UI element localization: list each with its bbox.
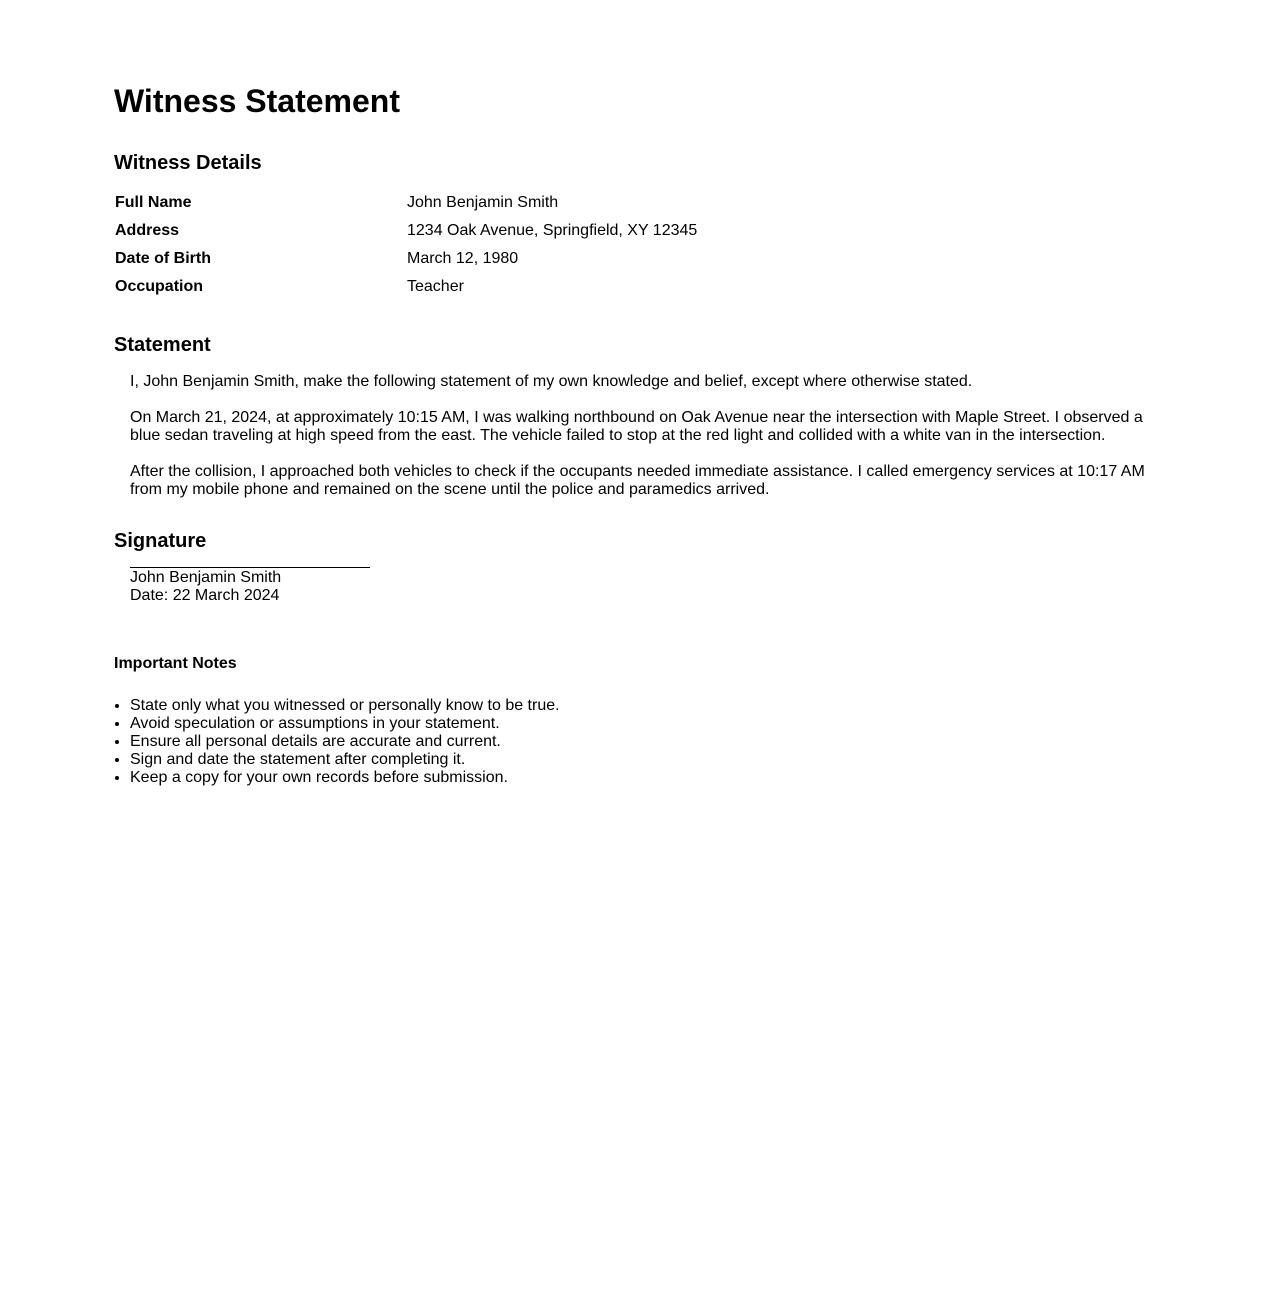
detail-row-address: [115, 217, 697, 245]
detail-value: John Benjamin Smith: [407, 194, 559, 211]
statement-paragraph: After the collision, I approached both vehicles to check if the occupants needed immediate assistance. I called emergency services at 10:17 AM from my mobile phone and remained on the scene until the police and paramedics arrived.: [130, 463, 1145, 498]
detail-label: Full Name: [115, 194, 192, 211]
detail-value: March 12, 1980: [407, 250, 519, 267]
statement-heading: Statement: [114, 334, 211, 356]
signature-date: Date: 22 March 2024: [130, 587, 280, 604]
list-item: • Sign and date the statement after completing it.: [130, 751, 560, 769]
signature-line: [130, 567, 370, 568]
list-item: • Ensure all personal details are accurate and current.: [130, 733, 560, 751]
signature-heading: Signature: [114, 530, 207, 552]
important-notes-heading: Important Notes: [114, 655, 237, 672]
list-item: • State only what you witnessed or personally know to be true.: [130, 697, 560, 715]
statement-body: [130, 373, 1164, 517]
list-item: • Keep a copy for your own records before submission.: [130, 769, 560, 787]
detail-value: 1234 Oak Avenue, Springfield, XY 12345: [407, 222, 698, 239]
list-item: • Avoid speculation or assumptions in your statement.: [130, 715, 560, 733]
detail-value: Teacher: [407, 278, 464, 295]
statement-paragraph: On March 21, 2024, at approximately 10:15 AM, I was walking northbound on Oak Avenue near the intersection with Maple Street. I observed a blue sedan traveling at high speed from the east. The vehicle failed to stop at the red light and collided with a white van in the intersection.: [130, 409, 1143, 444]
detail-row-full-name: [115, 189, 697, 217]
witness-details-table: [115, 189, 697, 301]
important-notes-list: [114, 697, 560, 787]
signature-name: John Benjamin Smith: [130, 569, 282, 586]
detail-label: Date of Birth: [115, 250, 211, 267]
detail-row-occupation: [115, 273, 697, 301]
statement-paragraph: I, John Benjamin Smith, make the following statement of my own knowledge and belief, except where otherwise stated.: [130, 373, 973, 390]
witness-details-heading: Witness Details: [114, 152, 262, 174]
detail-row-date-of-birth: [115, 245, 697, 273]
signature-block: [130, 567, 370, 605]
detail-label: Address: [115, 222, 180, 239]
document-title: Witness Statement: [114, 83, 400, 119]
detail-label: Occupation: [115, 278, 204, 295]
